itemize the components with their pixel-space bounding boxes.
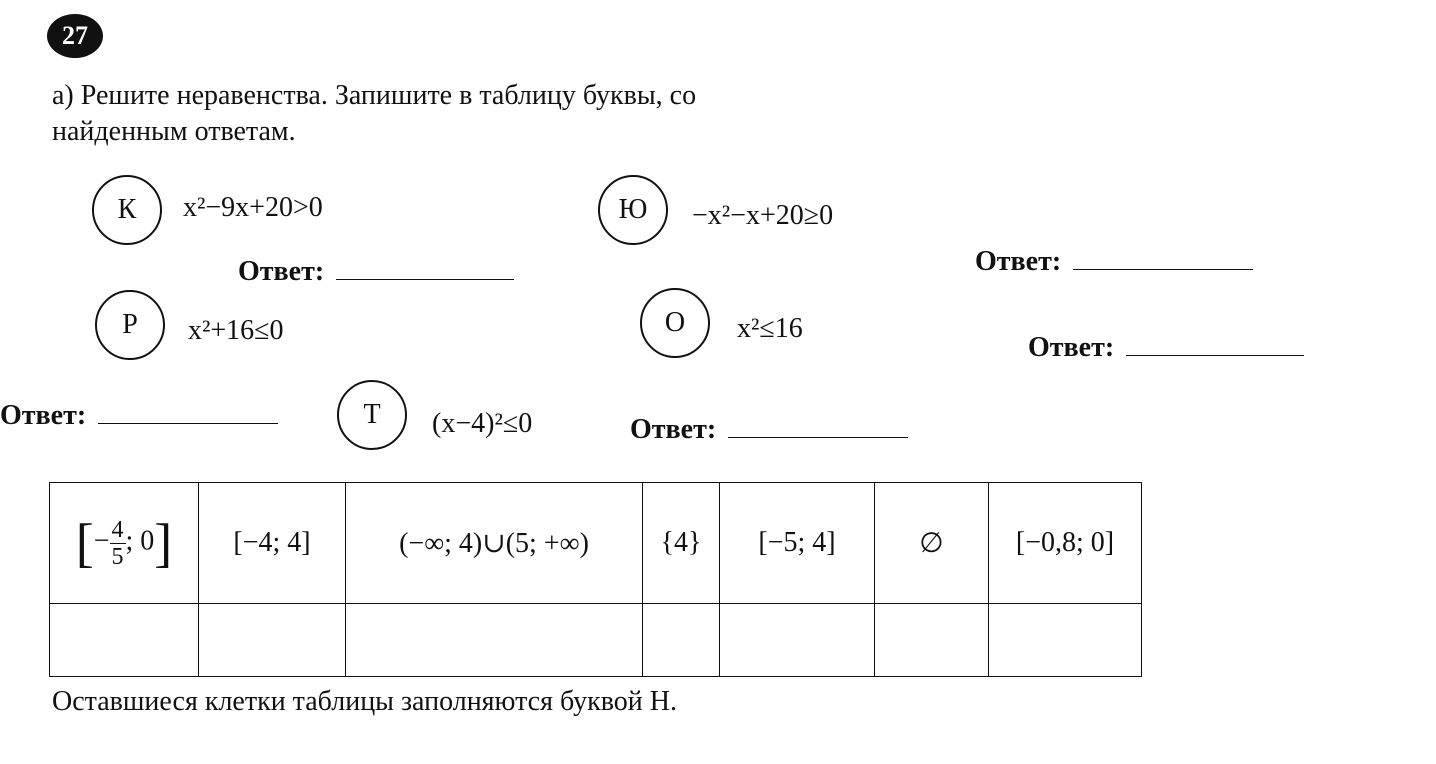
cell-interval-neg08-0: [−0,8; 0]	[989, 483, 1142, 604]
inequality-k: x²−9x+20>0	[183, 192, 323, 223]
letter-circle-r: Р	[95, 290, 165, 360]
answer-cell[interactable]	[346, 604, 643, 677]
table-answer-row	[50, 604, 1142, 677]
answer-cell[interactable]	[989, 604, 1142, 677]
answer-cell[interactable]	[720, 604, 875, 677]
fraction-denominator: 5	[111, 543, 124, 570]
answer-r	[0, 400, 278, 432]
answer-blank[interactable]	[1073, 269, 1253, 270]
cell-interval-union: (−∞; 4)∪(5; +∞)	[346, 483, 643, 604]
inequality-r: x²+16≤0	[188, 315, 284, 346]
cell-interval-neg5-4: [−5; 4]	[720, 483, 875, 604]
answer-cell[interactable]	[875, 604, 989, 677]
intro-line-1: а) Решите неравенства. Запишите в таблицу буквы, со	[52, 80, 697, 111]
fraction-numerator: 4	[111, 516, 124, 543]
answer-label: Ответ:	[1028, 332, 1115, 363]
answer-table	[49, 482, 1142, 677]
answer-blank[interactable]	[1126, 355, 1304, 356]
letter-circle-o: О	[640, 288, 710, 358]
inequality-o: x²≤16	[737, 313, 803, 344]
bracket-left: [	[75, 513, 94, 573]
table-footnote: Оставшиеся клетки таблицы заполняются буквой Н.	[52, 686, 678, 717]
letter-circle-yu: Ю	[598, 175, 668, 245]
answer-t	[630, 414, 908, 446]
answer-k	[238, 256, 514, 288]
answer-cell[interactable]	[50, 604, 199, 677]
inequality-t: (x−4)²≤0	[432, 408, 533, 439]
frac-tail: ; 0	[125, 525, 155, 557]
cell-empty-set: ∅	[875, 483, 989, 604]
answer-blank[interactable]	[98, 423, 278, 424]
fraction	[110, 517, 126, 570]
answer-yu	[975, 246, 1253, 278]
task-intro	[52, 78, 902, 150]
inequality-yu: −x²−x+20≥0	[692, 200, 834, 231]
answer-label: Ответ:	[630, 414, 717, 445]
task-number-badge: 27	[47, 14, 103, 58]
table-header-row	[50, 483, 1142, 604]
cell-interval-neg4-4: [−4; 4]	[199, 483, 346, 604]
answer-o	[1028, 332, 1304, 364]
answer-blank[interactable]	[336, 279, 514, 280]
bracket-right: ]	[154, 513, 173, 573]
cell-set-4: {4}	[643, 483, 720, 604]
answer-blank[interactable]	[728, 437, 908, 438]
intro-line-2: найденным ответам.	[52, 116, 296, 147]
letter-circle-t: Т	[337, 380, 407, 450]
frac-sign: −	[93, 525, 110, 557]
answer-label: Ответ:	[975, 246, 1062, 277]
answer-cell[interactable]	[643, 604, 720, 677]
letter-circle-k: К	[92, 175, 162, 245]
answer-label: Ответ:	[0, 400, 87, 431]
answer-label: Ответ:	[238, 256, 325, 287]
cell-interval-neg-4-5	[50, 483, 199, 604]
answer-cell[interactable]	[199, 604, 346, 677]
